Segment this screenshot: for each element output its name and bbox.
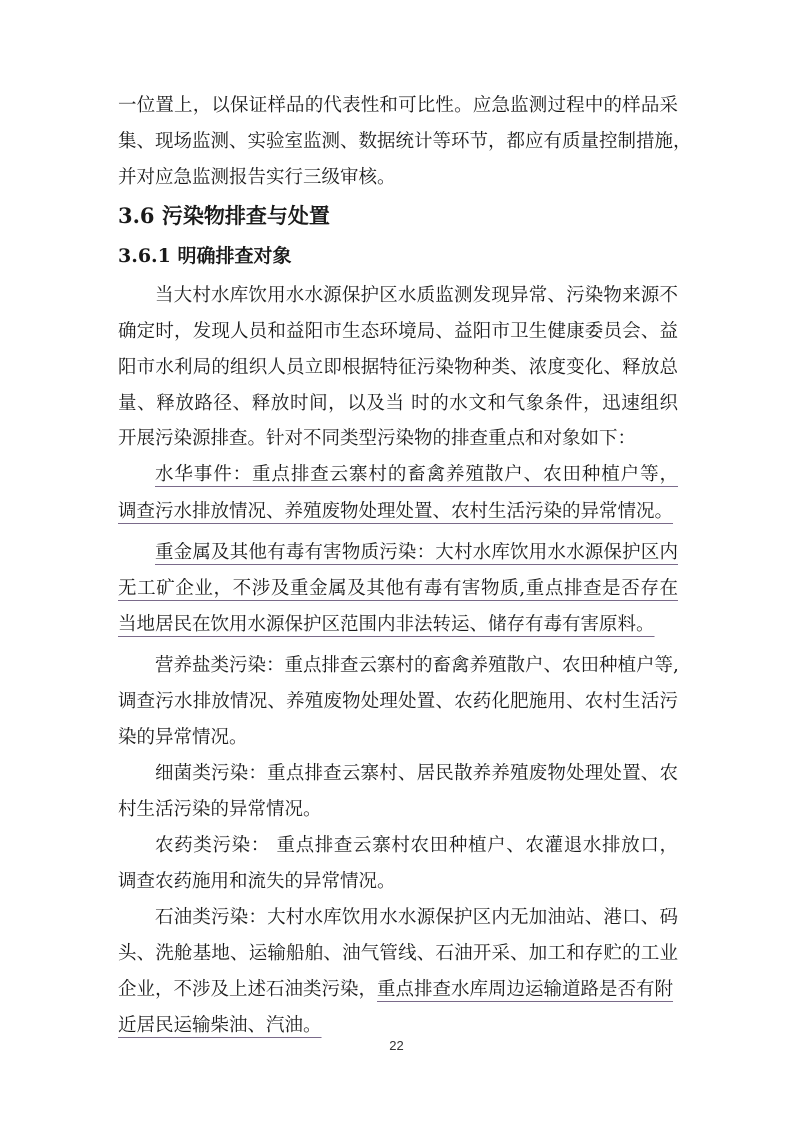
subsection-heading-3-6-1: 3.6.1 明确排查对象 bbox=[118, 245, 292, 267]
text-line-underlined: 当地居民在饮用水源保护区范围内非法转运、储存有毒有害原料。 bbox=[118, 614, 655, 635]
text-line-underlined: 重金属及其他有毒有害物质污染：大村水库饮用水水源保护区内 bbox=[155, 542, 678, 563]
text-line: 开展污染源排查。针对不同类型污染物的排查重点和对象如下： bbox=[118, 428, 637, 449]
text-line-underlined: 无工矿企业，不涉及重金属及其他有毒有害物质,重点排查是否存在 bbox=[118, 578, 678, 599]
text-line: 头、洗舱基地、运输船舶、油气管线、石油开采、加工和存贮的工业 bbox=[118, 943, 678, 964]
page-number: 22 bbox=[389, 1038, 404, 1053]
text-line bbox=[118, 978, 678, 1002]
text-line: 农药类污染： 重点排查云寨村农田种植户、农灌退水排放口， bbox=[155, 835, 678, 856]
text-line: 营养盐类污染：重点排查云寨村的畜禽养殖散户、农田种植户等, bbox=[155, 655, 679, 676]
text-line: 确定时，发现人员和益阳市生态环境局、益阳市卫生健康委员会、益 bbox=[118, 321, 678, 342]
text-line-underlined: 近居民运输柴油、汽油。 bbox=[118, 1015, 322, 1036]
text-line-underlined: 水华事件：重点排查云寨村的畜禽养殖散户、农田种植户等， bbox=[155, 464, 678, 485]
text-line: 量、释放路径、释放时间，以及当 时的水文和气象条件，迅速组织 bbox=[118, 393, 678, 414]
text-line: 细菌类污染：重点排查云寨村、居民散养养殖废物处理处置、农 bbox=[155, 763, 678, 784]
text-line-underlined: 调查污水排放情况、养殖废物处理处置、农村生活污染的异常情况。 bbox=[118, 501, 674, 522]
text-line: 当大村水库饮用水水源保护区水质监测发现异常、污染物来源不 bbox=[155, 285, 678, 306]
text-line: 一位置上，以保证样品的代表性和可比性。应急监测过程中的样品采 bbox=[118, 95, 678, 116]
text-line: 村生活污染的异常情况。 bbox=[118, 799, 322, 820]
text-span: 企业，不涉及上述石油类污染， bbox=[118, 979, 378, 1000]
text-line: 调查农药施用和流失的异常情况。 bbox=[118, 871, 396, 892]
text-line: 调查污水排放情况、养殖废物处理处置、农药化肥施用、农村生活污 bbox=[118, 691, 678, 712]
text-line: 染的异常情况。 bbox=[118, 727, 248, 748]
text-line: 石油类污染：大村水库饮用水水源保护区内无加油站、港口、码 bbox=[155, 907, 678, 928]
text-line: 并对应急监测报告实行三级审核。 bbox=[118, 167, 396, 188]
text-span-underlined: 重点排查水库周边运输道路是否有附 bbox=[377, 979, 674, 1000]
text-line: 集、现场监测、实验室监测、数据统计等环节，都应有质量控制措施， bbox=[118, 131, 692, 152]
text-line: 阳市水利局的组织人员立即根据特征污染物种类、浓度变化、释放总 bbox=[118, 357, 678, 378]
section-heading-3-6: 3.6 污染物排查与处置 bbox=[118, 203, 330, 228]
